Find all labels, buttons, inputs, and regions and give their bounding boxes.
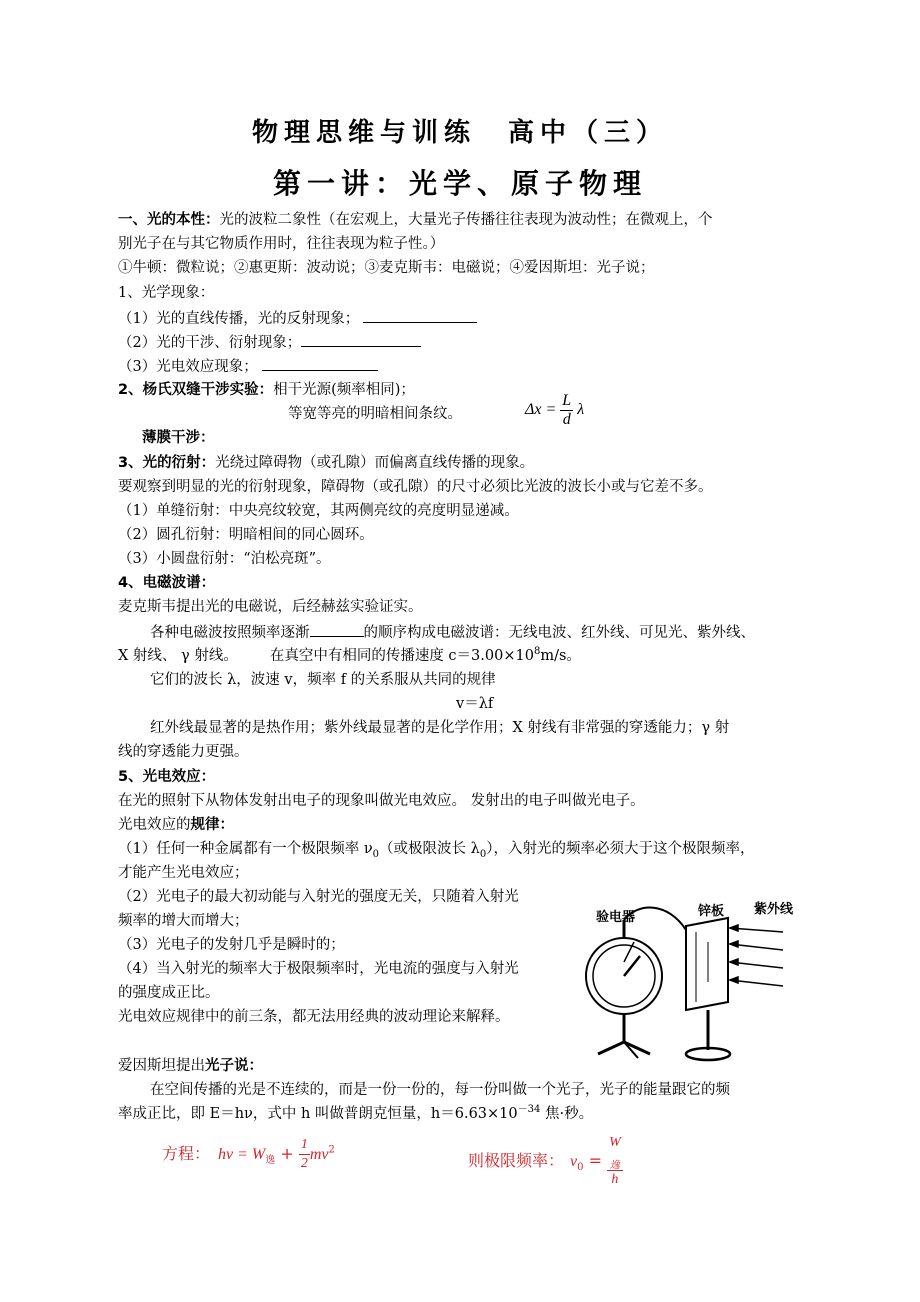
s4-line3: X 射线、 γ 射线。 在真空中有相同的传播速度 $c=3.00\times 10^8m/s$。 xyxy=(118,646,581,664)
interference-formula: Δx = $\frac{L}{d}$ λ xyxy=(525,392,585,428)
s3-heading: 3、光的衍射： xyxy=(118,455,216,471)
s5-photon-heading: 爱因斯坦提出光子说： xyxy=(118,1058,263,1074)
s3-b: （2）圆孔衍射：明暗相间的同心圆环。 xyxy=(118,527,374,543)
fill-blank xyxy=(262,356,378,371)
s5-line1: 在光的照射下从物体发射出电子的现象叫做光电效应。 发射出的电子叫做光电子。 xyxy=(118,793,645,809)
lecture-subtitle: 第一讲：光学、原子物理 xyxy=(272,167,647,200)
s5-rule1: （1）任何一种金属都有一个极限频率 $\nu_0$（或极限波长 $\lambda_0$），入射光的频率必须大于这个极限频率， xyxy=(118,841,755,860)
photoelectric-figure xyxy=(578,892,808,1068)
thin-film-heading: 薄膜干涉： xyxy=(142,430,215,446)
s1-p1: 1、光学现象： xyxy=(118,285,215,301)
page-title: 物理思维与训练 高中（三） xyxy=(251,118,668,148)
s4-line6: 红外线最显著的是热作用；紫外线最显著的是化学作用；X 射线有非常强的穿透能力；γ 射 xyxy=(150,720,730,736)
zinc-plate xyxy=(686,918,728,1010)
s5-rule3: （3）光电子的发射几乎是瞬时的； xyxy=(118,937,345,953)
fill-blank xyxy=(301,332,421,347)
s2-line1: 2、杨氏双缝干涉实验：相干光源(频率相同)； xyxy=(118,382,415,398)
s5-note: 光电效应规律中的前三条，都无法用经典的波动理论来解释。 xyxy=(118,1009,510,1025)
s4-line7: 线的穿透能力更强。 xyxy=(118,744,249,760)
s1-line1: 一、光的本性：光的波粒二象性（在宏观上，大量光子传播往往表现为波动性；在微观上，个 xyxy=(118,212,713,228)
s3-line2: 要观察到明显的光的衍射现象，障碍物（或孔隙）的尺寸必须比光波的波长小或与它差不多。 xyxy=(118,479,713,495)
s4-heading: 4、电磁波谱： xyxy=(118,575,216,591)
s3-a: （1）单缝衍射：中央亮纹较宽，其两侧亮纹的亮度明显递减。 xyxy=(118,503,519,519)
einstein-equation: 方程： $h\nu = W_逸$ + $\frac{1}{2}$ $mv^2$ xyxy=(162,1137,335,1171)
s5-rule4: （4）当入射光的频率大于极限频率时，光电流的强度与入射光 xyxy=(118,961,519,977)
s4-line2: 各种电磁波按照频率逐渐 的顺序构成电磁波谱：无线电波、红外线、可见光、紫外线、 xyxy=(150,622,755,643)
s4-line1: 麦克斯韦提出光的电磁说，后经赫兹实验证实。 xyxy=(118,599,423,615)
s5-rule1b: 才能产生光电效应； xyxy=(118,865,249,881)
uv-ray-arrows xyxy=(730,925,783,986)
label-electroscope: 验电器 xyxy=(596,910,636,925)
s1-heading: 一、光的本性： xyxy=(118,212,220,228)
s1-p1a: （1）光的直线传播，光的反射现象； xyxy=(118,308,477,329)
s1-theories: ①牛顿：微粒说；②惠更斯：波动说；③麦克斯韦：电磁说；④爱因斯坦：光子说； xyxy=(118,260,655,276)
s5-line2: 光电效应的规律： xyxy=(118,817,234,833)
s5-rule4b: 的强度成正比。 xyxy=(118,985,220,1001)
s3-c: （3）小圆盘衍射：“泊松亮斑”。 xyxy=(118,551,331,567)
s3-line1: 3、光的衍射：光绕过障碍物（或孔隙）而偏离直线传播的现象。 xyxy=(118,455,535,471)
s5-photon-line2: 率成正比，即 E＝hν，式中 h 叫做普朗克恒量，$h=6.63\times 10^{-34}$ 焦·秒。 xyxy=(118,1104,594,1122)
s5-rule2b: 频率的增大而增大； xyxy=(118,913,249,929)
s1-line2: 别光子在与其它物质作用时，往往表现为粒子性。） xyxy=(118,236,445,252)
s4-line4: 它们的波长 λ，波速 v，频率 f 的关系服从共同的规律 xyxy=(150,672,496,688)
s2-heading: 2、杨氏双缝干涉实验： xyxy=(118,382,274,398)
s1-p1c: （3）光电效应现象； xyxy=(118,356,378,377)
label-zinc-plate: 锌板 xyxy=(698,904,725,919)
label-ultraviolet: 紫外线 xyxy=(754,902,794,917)
threshold-frequency-formula: 则极限频率： $\nu_0$ = W $_逸$ h xyxy=(468,1135,621,1187)
s2-line2: 等宽等亮的明暗相间条纹。 xyxy=(288,406,462,422)
fill-blank xyxy=(363,308,477,323)
fill-blank xyxy=(310,622,364,637)
s1-p1b: （2）光的干涉、衍射现象； xyxy=(118,332,421,353)
s5-heading: 5、光电效应： xyxy=(118,769,216,785)
wave-equation: v＝λf xyxy=(456,696,494,712)
s5-rule2: （2）光电子的最大初动能与入射光的强度无关，只随着入射光 xyxy=(118,889,519,905)
s5-photon-line1: 在空间传播的光是不连续的，而是一份一份的，每一份叫做一个光子，光子的能量跟它的频 xyxy=(150,1082,730,1098)
